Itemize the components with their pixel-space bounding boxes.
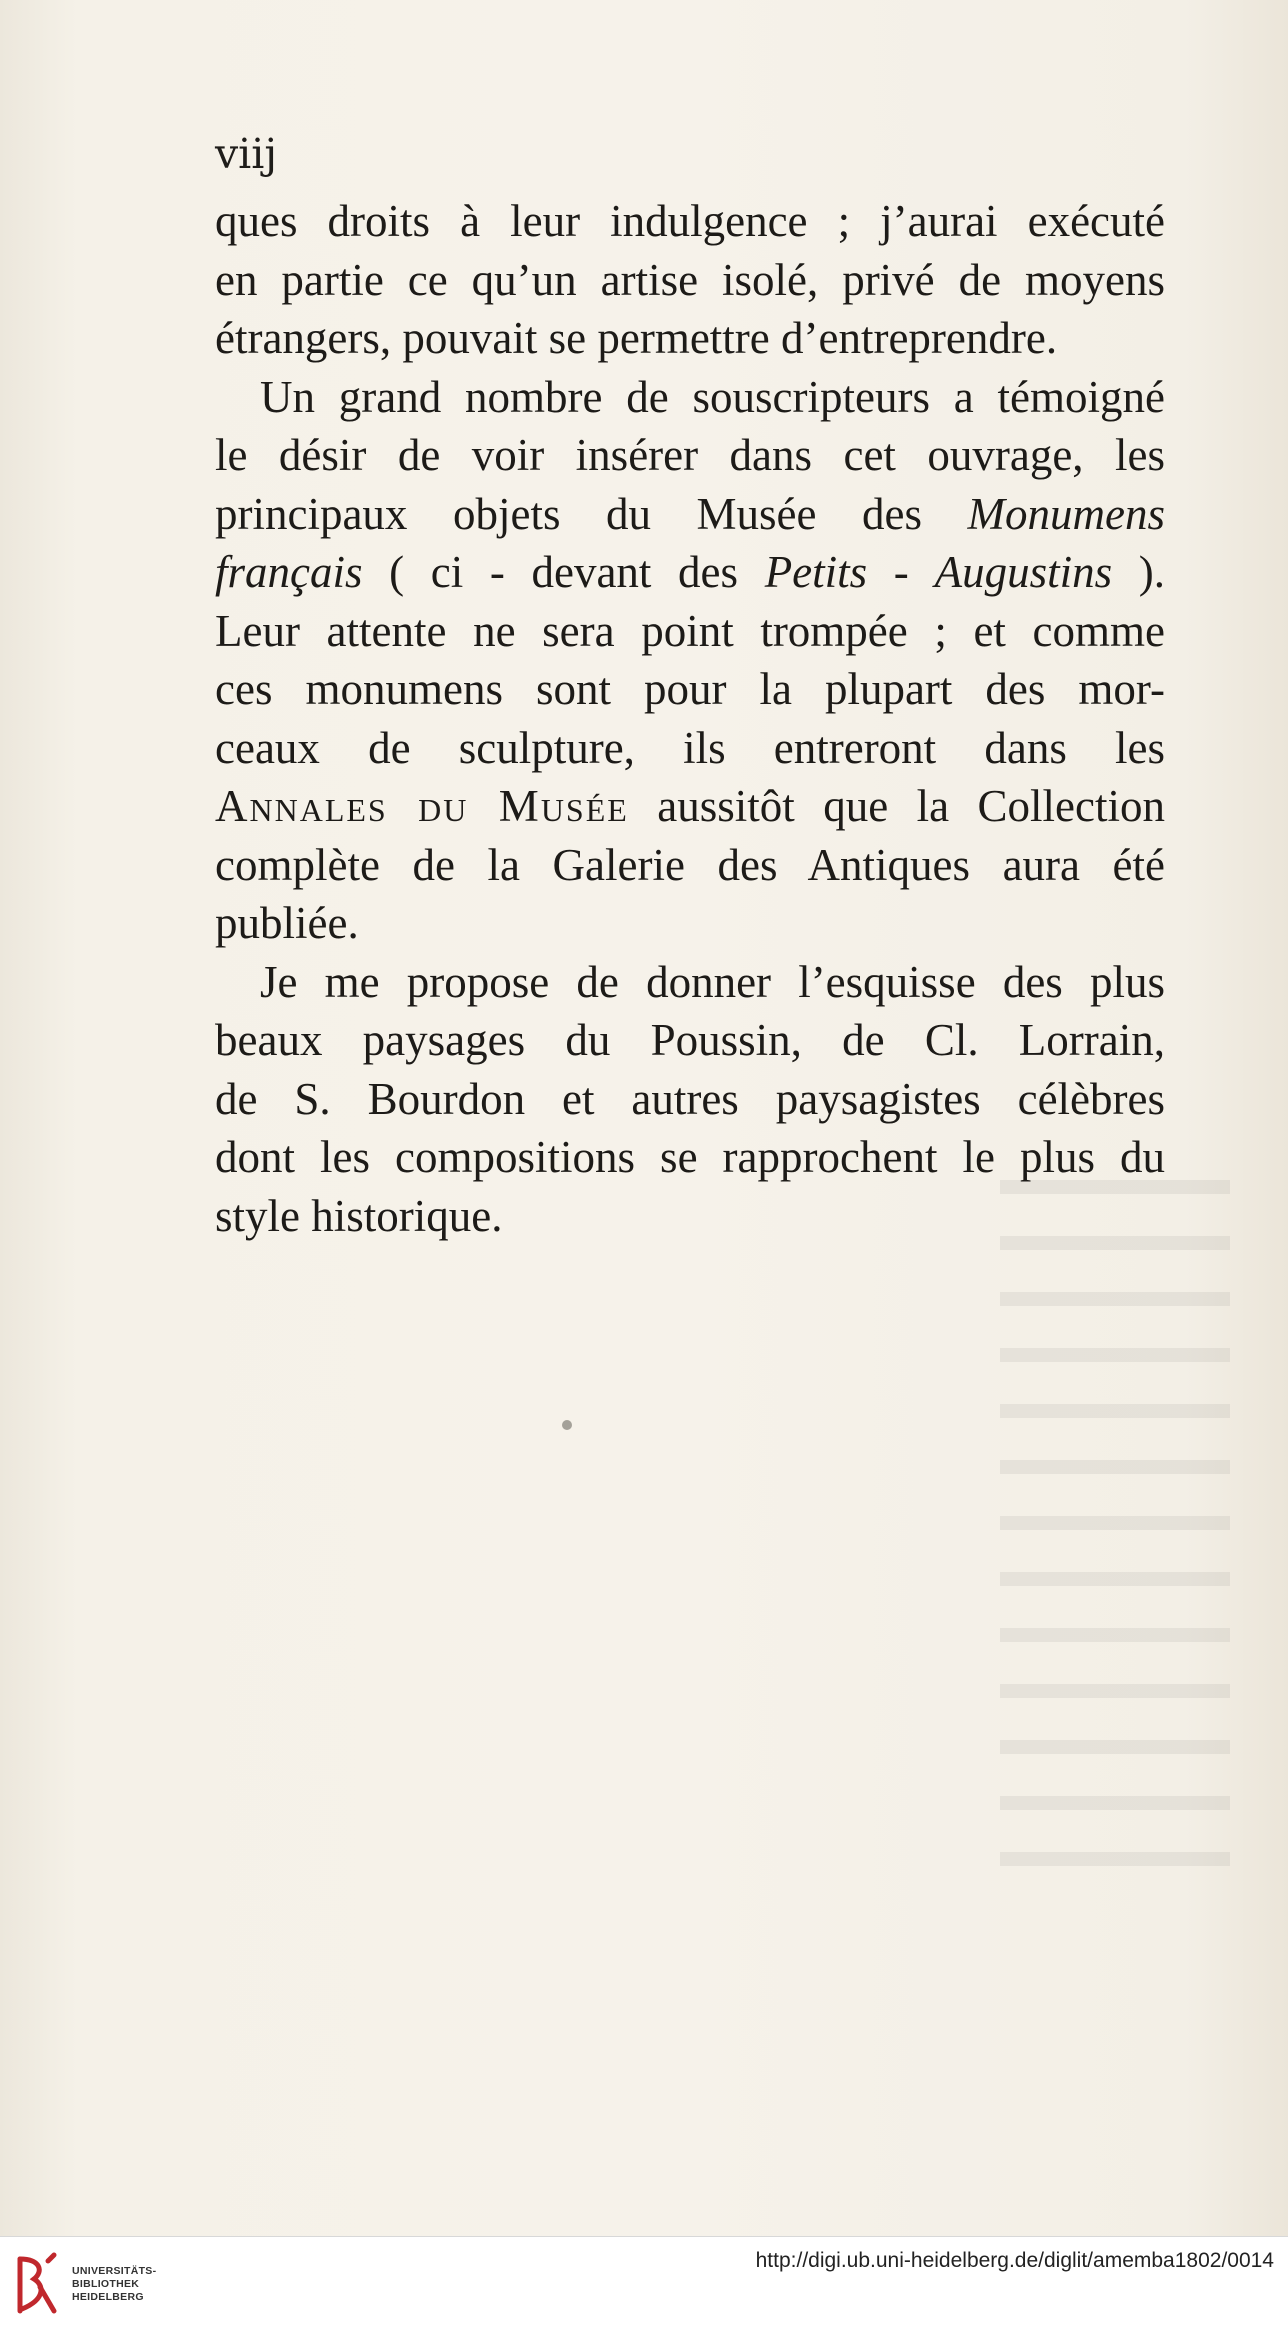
text-line: Un grand nombre de souscripteurs a témoigné: [260, 371, 1165, 422]
text-run: ( ci - devant des: [362, 547, 765, 597]
italic-run: Petits - Augustins: [764, 547, 1113, 597]
text-line: ques droits à leur indulgence ; j’aurai exécuté: [215, 196, 1165, 246]
text-line: Je me propose de donner l’esquisse des plus: [260, 956, 1165, 1007]
text-line: Leur attente ne sera point trompée ; et comme: [215, 605, 1165, 656]
text-line: ceaux de sculpture, ils entreront dans les: [215, 722, 1165, 773]
show-through-texture: [1000, 1180, 1230, 1900]
text-line: étrangers, pouvait se permettre d’entreprendre.: [215, 313, 1058, 363]
text-line: beaux paysages du Poussin, de Cl. Lorrain,: [215, 1015, 1165, 1065]
small-caps-run: Annales du Musée: [215, 781, 629, 831]
text-run: principaux objets du Musée des: [215, 488, 968, 539]
text-run: ).: [1112, 547, 1165, 597]
text-line: publiée.: [215, 898, 359, 948]
footer-bar: [0, 2236, 1288, 2331]
text-line: en partie ce qu’un artise isolé, privé de moyens: [215, 254, 1165, 305]
source-url-link[interactable]: http://digi.ub.uni-heidelberg.de/diglit/amemba1802/0014: [755, 2249, 1274, 2272]
text-line: [215, 777, 1165, 836]
ink-speck: [562, 1420, 572, 1430]
library-logo-icon: [10, 2251, 64, 2321]
logo-line: HEIDELBERG: [72, 2291, 144, 2303]
library-logo[interactable]: [10, 2251, 180, 2321]
text-line: [215, 543, 1165, 602]
text-run: aussitôt que la Collection: [628, 781, 1165, 831]
italic-run: Monumens: [967, 488, 1165, 539]
text-line: le désir de voir insérer dans cet ouvrage, les: [215, 430, 1165, 480]
page-folio: viij: [215, 130, 278, 178]
text-line: ces monumens sont pour la plupart des mor-: [215, 664, 1165, 714]
logo-line: BIBLIOTHEK: [72, 2278, 140, 2290]
text-line: style historique.: [215, 1190, 503, 1241]
text-line: dont les compositions se rapprochent le plus du: [215, 1132, 1165, 1182]
text-line: de S. Bourdon et autres paysagistes célèbres: [215, 1073, 1165, 1124]
text-line: [215, 485, 1165, 544]
body-text: [215, 192, 1165, 1245]
text-line: complète de la Galerie des Antiques aura été: [215, 839, 1165, 890]
logo-line: UNIVERSITÄTS-: [72, 2265, 157, 2277]
italic-run: français: [215, 547, 363, 597]
library-logo-text: [72, 2265, 156, 2304]
